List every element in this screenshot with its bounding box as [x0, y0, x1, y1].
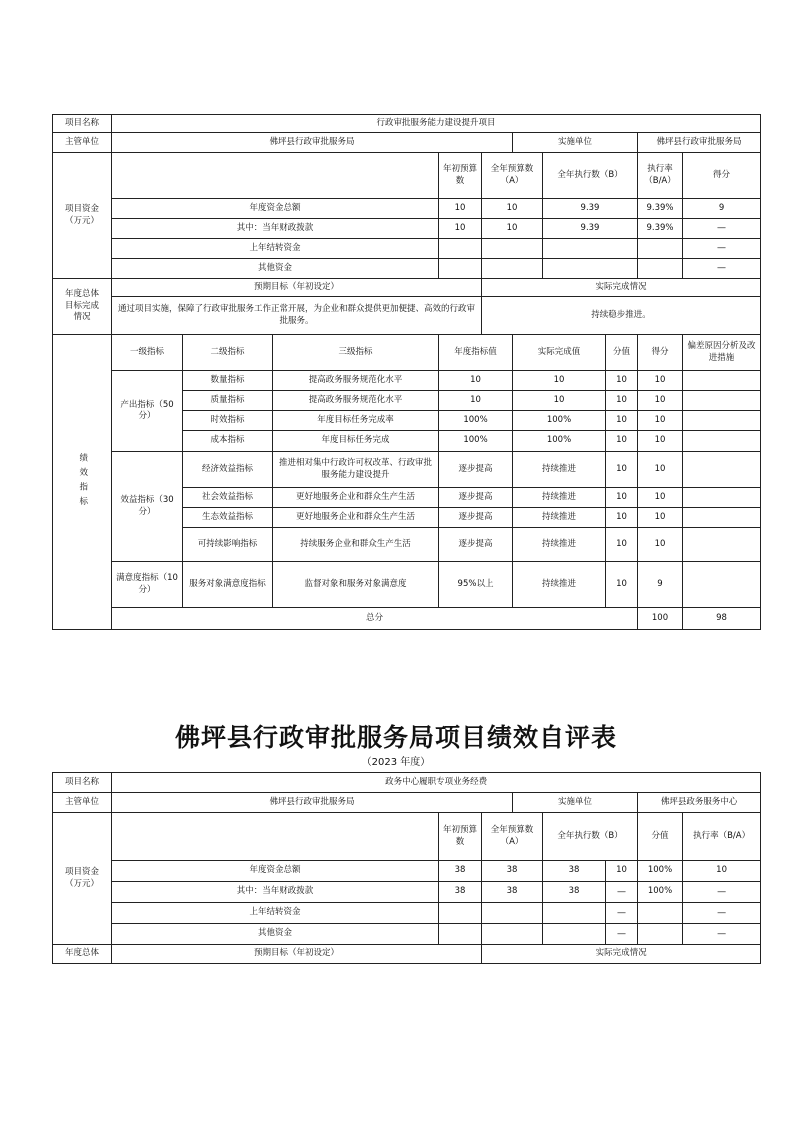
cell [683, 508, 761, 528]
funds-row-carryover [53, 239, 761, 259]
funds-row-other [53, 924, 761, 945]
goal-actual-header: 实际完成情况 [482, 945, 761, 964]
row-carryover-label: 上年结转资金 [112, 903, 439, 924]
funds-label: 项目资金 （万元） [53, 153, 112, 279]
cell: — [683, 924, 761, 945]
row-other-label: 其他资金 [112, 924, 439, 945]
cell: 提高政务服务规范化水平 [273, 371, 439, 391]
grand-total-value: 100 [638, 608, 683, 630]
cell [439, 259, 482, 279]
cell [638, 924, 683, 945]
cell: 可持续影响指标 [183, 528, 273, 562]
funds-row-carryover [53, 903, 761, 924]
cell: 10 [482, 199, 543, 219]
cell [482, 259, 543, 279]
goal-label: 年度总体 [53, 945, 112, 964]
cell [439, 924, 482, 945]
cell [638, 903, 683, 924]
cell: — [606, 924, 638, 945]
cell [543, 239, 638, 259]
cell [683, 562, 761, 608]
cell: 时效指标 [183, 411, 273, 431]
funds-row-total [53, 861, 761, 882]
cell: 逐步提高 [439, 488, 513, 508]
row-total-label: 年度资金总额 [112, 861, 439, 882]
row-other-label: 其他资金 [112, 259, 439, 279]
cell: 9.39 [543, 219, 638, 239]
cell: 10 [638, 452, 683, 488]
competent-unit-value: 佛坪县行政审批服务局 [112, 133, 513, 153]
cell: 10 [606, 488, 638, 508]
cell: 10 [439, 219, 482, 239]
cell: 持续推进 [513, 508, 606, 528]
table-row [53, 452, 761, 488]
funds-row-fiscal [53, 882, 761, 903]
goal-expected-header: 预期目标（年初设定） [112, 279, 482, 297]
cell: 10 [513, 391, 606, 411]
col-annual-budget: 全年预算数（A） [482, 153, 543, 199]
cell [482, 239, 543, 259]
cell: 持续推进 [513, 528, 606, 562]
col-exec-rate: 执行率（B/A） [683, 813, 761, 861]
cell: 更好地服务企业和群众生产生活 [273, 488, 439, 508]
project-name-value: 政务中心履职专项业务经费 [112, 773, 761, 793]
cell: 逐步提高 [439, 508, 513, 528]
cell: 10 [606, 391, 638, 411]
perf-col-reason: 偏差原因分析及改进措施 [683, 335, 761, 371]
cell: — [683, 882, 761, 903]
project-name-label: 项目名称 [53, 115, 112, 133]
goal-expected-text: 通过项目实施，保障了行政审批服务工作正常开展，为企业和群众提供更加便捷、高效的行政审批服务。 [112, 297, 482, 335]
cell: 年度目标任务完成 [273, 431, 439, 452]
row-fiscal-label: 其中：当年财政拨款 [112, 219, 439, 239]
cell: 持续推进 [513, 488, 606, 508]
cell: 10 [638, 508, 683, 528]
goal-expected-header: 预期目标（年初设定） [112, 945, 482, 964]
cell: 10 [606, 452, 638, 488]
cell: 10 [513, 371, 606, 391]
cell: 10 [439, 371, 513, 391]
cell: 10 [606, 508, 638, 528]
cell [638, 239, 683, 259]
cell [543, 903, 606, 924]
cell: 100% [638, 882, 683, 903]
funds-label: 项目资金 （万元） [53, 813, 112, 945]
implementing-unit-label: 实施单位 [513, 133, 638, 153]
cell [439, 239, 482, 259]
grand-total-label: 总分 [112, 608, 638, 630]
cell: 100% [513, 411, 606, 431]
col-executed: 全年执行数（B） [543, 153, 638, 199]
perf-label: 绩效指标 [53, 335, 112, 630]
cell: 质量指标 [183, 391, 273, 411]
cell: 10 [439, 199, 482, 219]
page-title: 佛坪县行政审批服务局项目绩效自评表 [174, 723, 617, 752]
perf-col-value: 分值 [606, 335, 638, 371]
col-exec-rate: 执行率（B/A） [638, 153, 683, 199]
performance-table-2 [52, 772, 761, 964]
cell [683, 411, 761, 431]
implementing-unit-label: 实施单位 [513, 793, 638, 813]
cell: 10 [606, 431, 638, 452]
table-row [53, 371, 761, 391]
cell: 持续推进 [513, 452, 606, 488]
cell: — [606, 903, 638, 924]
perf-col-score: 得分 [638, 335, 683, 371]
cell: 逐步提高 [439, 528, 513, 562]
cell: — [606, 882, 638, 903]
project-name-value: 行政审批服务能力建设提升项目 [112, 115, 761, 133]
funds-blank-header [112, 153, 439, 199]
perf-col-l1: 一级指标 [112, 335, 183, 371]
perf-col-actual: 实际完成值 [513, 335, 606, 371]
row-fiscal-label: 其中：当年财政拨款 [112, 882, 439, 903]
cell: 10 [683, 861, 761, 882]
cell: 100% [513, 431, 606, 452]
cell: 监督对象和服务对象满意度 [273, 562, 439, 608]
competent-unit-label: 主管单位 [53, 133, 112, 153]
cell: 100% [439, 431, 513, 452]
cell: 逐步提高 [439, 452, 513, 488]
col-initial-budget: 年初预算数 [439, 813, 482, 861]
goal-label: 年度总体 目标完成 情况 [53, 279, 112, 335]
cell: 10 [638, 391, 683, 411]
cell: 提高政务服务规范化水平 [273, 391, 439, 411]
cell: 9.39% [638, 199, 683, 219]
cell: 38 [439, 882, 482, 903]
cell: 10 [606, 528, 638, 562]
cell: 生态效益指标 [183, 508, 273, 528]
cell [683, 488, 761, 508]
cell [683, 371, 761, 391]
cell [482, 924, 543, 945]
cell: 100% [439, 411, 513, 431]
cell: 38 [543, 861, 606, 882]
col-score-value: 分值 [638, 813, 683, 861]
col-score: 得分 [683, 153, 761, 199]
cell: 社会效益指标 [183, 488, 273, 508]
cell: 更好地服务企业和群众生产生活 [273, 508, 439, 528]
perf-col-l2: 二级指标 [183, 335, 273, 371]
goal-actual-text: 持续稳步推进。 [482, 297, 761, 335]
cell: 10 [606, 562, 638, 608]
satisfaction-category: 满意度指标（10分） [112, 562, 183, 608]
cell: 10 [606, 411, 638, 431]
year-subtitle: （2023 年度） [361, 757, 431, 768]
cell: 9 [683, 199, 761, 219]
cell: 9 [638, 562, 683, 608]
cell: 38 [439, 861, 482, 882]
cell: 38 [482, 882, 543, 903]
competent-unit-label: 主管单位 [53, 793, 112, 813]
competent-unit-value: 佛坪县行政审批服务局 [112, 793, 513, 813]
col-executed: 全年执行数（B） [543, 813, 638, 861]
funds-blank-header [112, 813, 439, 861]
project-name-label: 项目名称 [53, 773, 112, 793]
cell: 10 [482, 219, 543, 239]
goal-actual-header: 实际完成情况 [482, 279, 761, 297]
cell: 10 [606, 371, 638, 391]
col-annual-budget: 全年预算数（A） [482, 813, 543, 861]
cell: 95%以上 [439, 562, 513, 608]
row-carryover-label: 上年结转资金 [112, 239, 439, 259]
cell [683, 431, 761, 452]
cell: 持续服务企业和群众生产生活 [273, 528, 439, 562]
funds-row-other [53, 259, 761, 279]
cell: 经济效益指标 [183, 452, 273, 488]
cell [439, 903, 482, 924]
cell [543, 924, 606, 945]
cell [638, 259, 683, 279]
output-category: 产出指标（50分） [112, 371, 183, 452]
cell: — [683, 239, 761, 259]
cell [482, 903, 543, 924]
benefit-category: 效益指标（30分） [112, 452, 183, 562]
cell: 100% [638, 861, 683, 882]
cell: 推进相对集中行政许可权改革、行政审批服务能力建设提升 [273, 452, 439, 488]
perf-col-target: 年度指标值 [439, 335, 513, 371]
implementing-unit-value: 佛坪县行政审批服务局 [638, 133, 761, 153]
grand-total-score: 98 [683, 608, 761, 630]
cell: 年度目标任务完成率 [273, 411, 439, 431]
cell: 10 [638, 371, 683, 391]
cell: 9.39 [543, 199, 638, 219]
cell [683, 528, 761, 562]
cell: — [683, 219, 761, 239]
table-row [53, 562, 761, 608]
cell: 38 [482, 861, 543, 882]
cell: 10 [638, 411, 683, 431]
cell: 9.39% [638, 219, 683, 239]
funds-row-fiscal [53, 219, 761, 239]
cell: 10 [638, 528, 683, 562]
cell: — [683, 259, 761, 279]
row-total-label: 年度资金总额 [112, 199, 439, 219]
col-initial-budget: 年初预算数 [439, 153, 482, 199]
implementing-unit-value: 佛坪县政务服务中心 [638, 793, 761, 813]
cell: 数量指标 [183, 371, 273, 391]
cell [543, 259, 638, 279]
perf-col-l3: 三级指标 [273, 335, 439, 371]
cell [683, 452, 761, 488]
funds-row-total [53, 199, 761, 219]
cell: 10 [439, 391, 513, 411]
cell: 10 [606, 861, 638, 882]
cell [683, 391, 761, 411]
cell: 10 [638, 488, 683, 508]
cell: 10 [638, 431, 683, 452]
performance-table-1 [52, 114, 761, 630]
cell: 持续推进 [513, 562, 606, 608]
grand-total-row [53, 608, 761, 630]
cell: 成本指标 [183, 431, 273, 452]
cell: — [683, 903, 761, 924]
cell: 服务对象满意度指标 [183, 562, 273, 608]
cell: 38 [543, 882, 606, 903]
